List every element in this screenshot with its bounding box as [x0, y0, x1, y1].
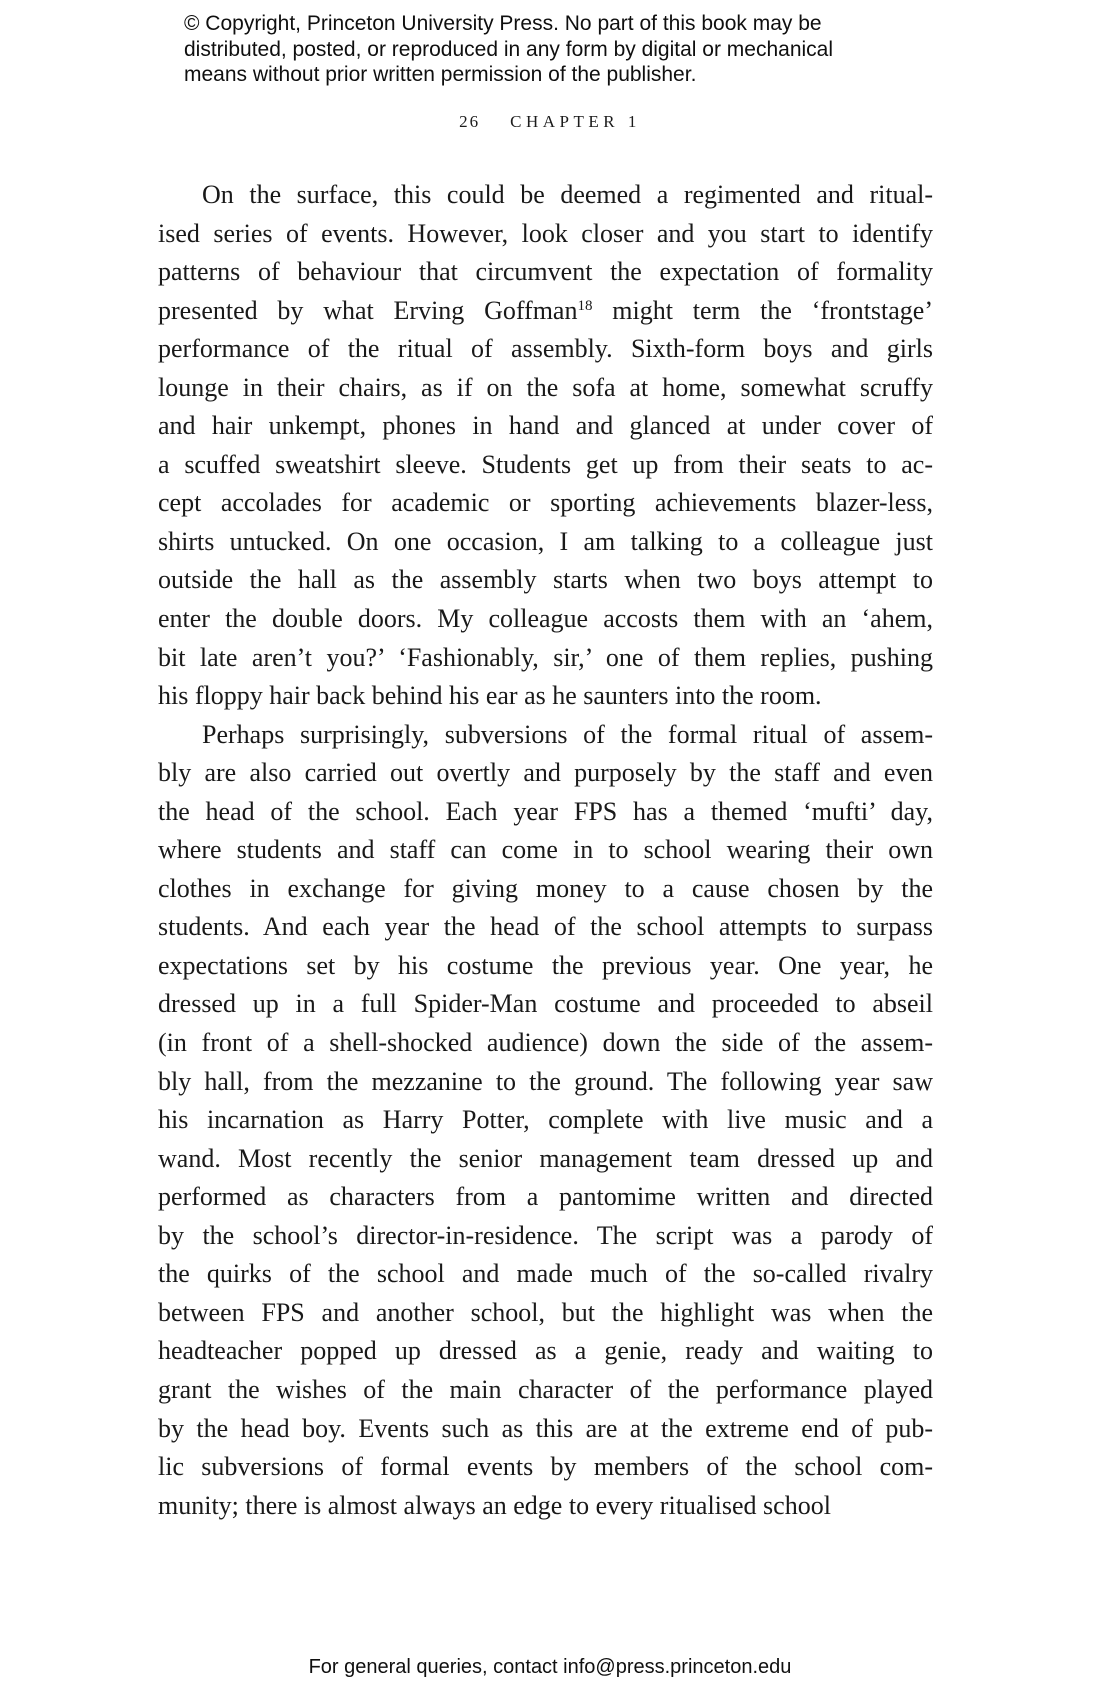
body-text — [158, 176, 933, 1525]
text-line: the quirks of the school and made much of the so-called rivalry — [158, 1259, 933, 1289]
copyright-notice — [184, 11, 833, 88]
text-line: cept accolades for academic or sporting achievements blazer-less, — [158, 488, 933, 518]
text-line: munity; there is almost always an edge to every ritualised school — [158, 1490, 831, 1520]
text-line: and hair unkempt, phones in hand and glanced at under cover of — [158, 411, 933, 441]
text-line: between FPS and another school, but the highlight was when the — [158, 1297, 933, 1327]
text-line: performed as characters from a pantomime written and directed — [158, 1182, 933, 1212]
text-line: On the surface, this could be deemed a regimented and ritual- — [202, 180, 933, 209]
footnote-reference: 18 — [577, 297, 593, 314]
copyright-line: distributed, posted, or reproduced in any form by digital or mechanical — [184, 37, 834, 61]
text-line: his incarnation as Harry Potter, complete with live music and a — [158, 1105, 933, 1135]
text-line: bly hall, from the mezzanine to the ground. The following year saw — [158, 1066, 933, 1096]
text-line: students. And each year the head of the school attempts to surpass — [158, 912, 933, 942]
text-line: by the school’s director-in-residence. The script was a parody of — [158, 1220, 933, 1250]
text-line: bly are also carried out overtly and purposely by the staff and even — [158, 758, 933, 788]
text-line: lounge in their chairs, as if on the sofa at home, somewhat scruffy — [158, 372, 933, 402]
text-line: (in front of a shell-shocked audience) down the side of the assem- — [158, 1028, 933, 1058]
running-head — [0, 112, 1100, 132]
copyright-line: © Copyright, Princeton University Press. No part of this book may be — [184, 12, 822, 35]
text-line: enter the double doors. My colleague accosts them with an ‘ahem, — [158, 604, 933, 634]
text-line: a scuffed sweatshirt sleeve. Students get up from their seats to ac- — [158, 449, 933, 479]
text-line: headteacher popped up dressed as a genie, ready and waiting to — [158, 1336, 933, 1366]
chapter-label: CHAPTER 1 — [510, 112, 641, 131]
text-line: clothes in exchange for giving money to a cause chosen by the — [158, 873, 933, 903]
text-line: by the head boy. Events such as this are at the extreme end of pub- — [158, 1413, 933, 1443]
text-line: his floppy hair back behind his ear as he saunters into the room. — [158, 681, 822, 711]
page-number: 26 — [459, 112, 481, 131]
text-line: performance of the ritual of assembly. Sixth-form boys and girls — [158, 334, 933, 364]
text-line: expectations set by his costume the previous year. One year, he — [158, 950, 933, 980]
text-line: ised series of events. However, look closer and you start to identify — [158, 218, 933, 248]
copyright-line: means without prior written permission of the publisher. — [184, 63, 697, 87]
text-segment: presented by what Erving Goffman — [158, 295, 578, 325]
text-line: lic subversions of formal events by members of the school com- — [158, 1452, 933, 1482]
text-line: bit late aren’t you?’ ‘Fashionably, sir,’ one of them replies, pushing — [158, 642, 933, 672]
text-line: the head of the school. Each year FPS has a themed ‘mufti’ day, — [158, 796, 933, 826]
text-line: wand. Most recently the senior management team dressed up and — [158, 1143, 933, 1173]
text-line: where students and staff can come in to school wearing their own — [158, 835, 933, 865]
text-line: dressed up in a full Spider-Man costume and proceeded to abseil — [158, 989, 933, 1019]
text-line: patterns of behaviour that circumvent the expectation of formality — [158, 257, 933, 287]
text-line: Perhaps surprisingly, subversions of the formal ritual of assem- — [202, 719, 933, 749]
text-line: shirts untucked. On one occasion, I am talking to a colleague just — [158, 526, 933, 556]
text-line — [158, 292, 933, 331]
footer-contact-line: For general queries, contact info@press.princeton.edu — [308, 1656, 792, 1678]
text-line: outside the hall as the assembly starts when two boys attempt to — [158, 565, 933, 595]
text-line: grant the wishes of the main character of the performance played — [158, 1374, 933, 1404]
text-segment: might term the ‘frontstage’ — [592, 295, 933, 325]
